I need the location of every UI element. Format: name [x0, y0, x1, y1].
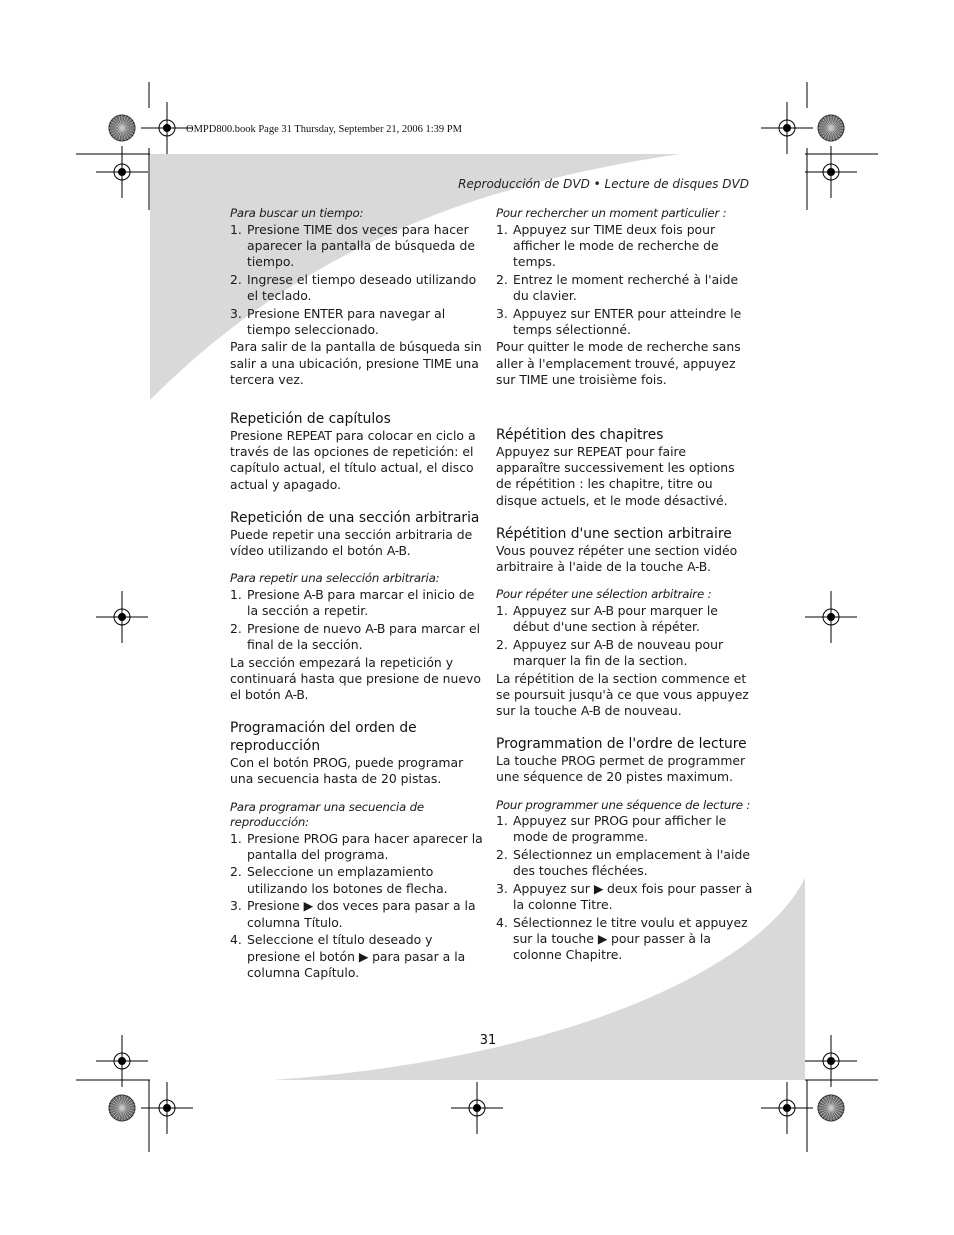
key-label: ▶	[597, 931, 608, 946]
section-heading: Repetición de capítulos	[230, 411, 391, 428]
list-item	[496, 222, 754, 271]
steps-list	[230, 587, 484, 653]
step-text: Presione	[247, 830, 304, 846]
key-label: TIME	[593, 221, 623, 237]
registration-dot	[119, 614, 126, 621]
step-text: para marcar el inicio de la sección a repetir.	[247, 586, 475, 618]
time-search-section-es	[230, 206, 484, 388]
step-text: dos veces para pasar a la columna Título.	[247, 898, 476, 930]
key-label: TIME	[519, 371, 548, 387]
key-label: PROG	[560, 753, 596, 769]
registration-dot	[828, 1058, 835, 1065]
step-number: 2.	[496, 271, 508, 287]
list-item	[496, 603, 754, 635]
step-text: Sélectionnez un emplacement à l'aide des touches fléchées.	[513, 846, 750, 879]
step-text: dos veces para hacer aparecer la pantalla de búsqueda de tiempo.	[247, 221, 475, 269]
chapter-repeat-section-es	[230, 410, 484, 493]
step-number: 3.	[496, 305, 508, 321]
subhead: Pour programmer une séquence de lecture :	[496, 797, 751, 812]
key-label: A-B	[593, 636, 614, 652]
step-text: Presione	[247, 586, 304, 602]
step-text: Appuyez sur	[513, 880, 594, 896]
paragraph: La touche PROG permet de programmer une séquence de 20 pistes maximum.	[496, 753, 746, 785]
step-number: 2.	[496, 636, 508, 652]
list-item	[496, 306, 754, 338]
key-label: TIME	[423, 355, 452, 371]
step-number: 1.	[496, 602, 508, 618]
list-item	[496, 813, 754, 845]
section-heading: Répétition d'une section arbitraire	[496, 525, 732, 542]
step-number: 2.	[230, 864, 242, 880]
chapter-repeat-section-fr	[496, 426, 754, 509]
step-text: Presione	[247, 305, 304, 321]
page-number: 31	[479, 1033, 497, 1048]
paragraph: Vous pouvez répéter une section vidéo arbitraire à l'aide de la touche A-B.	[496, 542, 738, 575]
section-heading: Programación del orden de reproducción	[230, 720, 417, 755]
step-text: deux fois pour passer à la colonne Titre.	[513, 880, 753, 913]
step-number: 2.	[496, 846, 508, 862]
key-label: A-B	[386, 543, 407, 559]
registration-dot	[828, 169, 835, 176]
french-column	[496, 206, 754, 965]
step-number: 2.	[230, 620, 242, 636]
list-item	[230, 621, 484, 653]
subhead: Pour répéter une sélection arbitraire :	[496, 587, 712, 602]
program-section-es	[230, 719, 484, 981]
steps-list	[496, 222, 754, 338]
key-label: A-B	[365, 620, 386, 636]
step-number: 1.	[496, 221, 508, 237]
step-number: 1.	[230, 586, 242, 602]
paragraph: Con el botón PROG, puede programar una secuencia hasta de 20 pistas.	[230, 755, 464, 787]
step-number: 3.	[230, 305, 242, 321]
note: Para salir de la pantalla de búsqueda sin salir a una ubicación, presione TIME una tercera vez.	[230, 339, 482, 387]
step-number: 3.	[496, 880, 508, 896]
step-text: Ingrese el tiempo deseado utilizando el teclado.	[247, 271, 477, 303]
step-text: para pasar a la columna Capítulo.	[247, 948, 466, 980]
step-text: Sélectionnez le titre voulu et appuyez sur la touche	[513, 914, 748, 946]
key-label: A-B	[687, 559, 707, 575]
key-label: TIME	[303, 221, 333, 237]
step-text: Appuyez sur	[513, 636, 594, 652]
list-item	[496, 272, 754, 304]
step-number: 4.	[230, 932, 242, 948]
list-item	[230, 864, 484, 896]
steps-list	[230, 222, 484, 338]
step-text: para navegar al tiempo seleccionado.	[247, 305, 446, 337]
key-label: ENTER	[593, 305, 634, 321]
key-label: A-B	[284, 686, 305, 702]
list-item	[230, 587, 484, 619]
list-item	[496, 847, 754, 879]
key-label: A-B	[303, 586, 324, 602]
key-label: ▶	[358, 948, 369, 964]
step-text: deux fois pour afficher le mode de recherche de temps.	[513, 221, 719, 269]
registration-dot	[474, 1105, 481, 1112]
list-item	[496, 915, 754, 964]
key-label: REPEAT	[286, 428, 332, 444]
section-repeat-section-fr	[496, 525, 754, 719]
step-text: Appuyez sur	[513, 221, 594, 237]
key-label: ▶	[593, 880, 604, 896]
registration-dot	[119, 169, 126, 176]
time-search-section-fr	[496, 206, 754, 388]
subhead: Pour rechercher un moment particulier :	[496, 206, 727, 220]
steps-list	[496, 603, 754, 669]
step-text: pour afficher le mode de programme.	[513, 813, 727, 845]
note: Pour quitter le mode de recherche sans aller à l'emplacement trouvé, appuyez sur TIME une troisième fois.	[496, 339, 741, 387]
list-item	[230, 831, 484, 863]
section-heading: Repetición de una sección arbitraria	[230, 509, 480, 526]
steps-list	[496, 813, 754, 963]
registration-dot	[784, 125, 791, 132]
step-text: Presione de nuevo	[247, 620, 366, 636]
list-item	[230, 898, 484, 930]
key-label: PROG	[593, 813, 629, 829]
program-section-fr	[496, 735, 754, 963]
step-number: 2.	[230, 271, 242, 287]
step-number: 1.	[230, 221, 242, 237]
list-item	[496, 881, 754, 913]
list-item	[230, 272, 484, 304]
paragraph: Appuyez sur REPEAT pour faire apparaître successivement les options de répétition : les chapitre, titre ou disque actuels, et le mode désactivé.	[496, 444, 735, 508]
list-item	[496, 637, 754, 669]
book-info-line: OMPD800.book Page 31 Thursday, September 21, 2006 1:39 PM	[186, 124, 462, 135]
step-text: pour marquer le début d'une section à répéter.	[513, 602, 718, 634]
step-text: Entrez le moment recherché à l'aide du clavier.	[513, 271, 739, 303]
key-label: ENTER	[303, 305, 344, 321]
section-heading: Répétition des chapitres	[496, 427, 664, 444]
step-text: Presione	[247, 898, 304, 914]
section-heading: Programmation de l'ordre de lecture	[496, 736, 747, 753]
subhead: Para repetir una selección arbitraria:	[230, 571, 440, 586]
step-text: pour atteindre le temps sélectionné.	[513, 305, 742, 337]
step-text: Presione	[247, 221, 304, 237]
paragraph: Presione REPEAT para colocar en ciclo a través de las opciones de repetición: el capítulo actual, el título actual, el disco actual y apagado.	[230, 428, 476, 492]
step-text: Appuyez sur	[513, 602, 594, 618]
key-label: A-B	[593, 602, 614, 618]
registration-dot	[164, 1105, 171, 1112]
running-head: Reproducción de DVD • Lecture de disques DVD	[458, 177, 749, 191]
list-item	[230, 306, 484, 338]
list-item	[230, 932, 484, 981]
step-text: Appuyez sur	[513, 305, 594, 321]
list-item	[230, 222, 484, 271]
key-label: PROG	[312, 755, 347, 771]
paragraph: Puede repetir una sección arbitraria de vídeo utilizando el botón A-B.	[230, 526, 473, 559]
key-label: ▶	[303, 898, 313, 914]
registration-dot	[784, 1105, 791, 1112]
step-text: Appuyez sur	[513, 813, 594, 829]
step-number: 4.	[496, 914, 508, 930]
registration-dot	[164, 125, 171, 132]
key-label: A-B	[580, 702, 601, 718]
step-number: 1.	[230, 830, 242, 846]
registration-dot	[119, 1058, 126, 1065]
step-text: Seleccione el título deseado y presione el botón	[247, 932, 433, 964]
key-label: PROG	[303, 830, 338, 846]
step-text: de nouveau pour marquer la fin de la section.	[513, 636, 724, 668]
section-repeat-section-es	[230, 509, 484, 703]
step-number: 1.	[496, 813, 508, 829]
step-text: pour passer à la colonne Chapitre.	[513, 931, 711, 963]
key-label: REPEAT	[576, 444, 622, 460]
spanish-column	[230, 206, 484, 982]
subhead: Para buscar un tiempo:	[230, 206, 364, 220]
note: La sección empezará la repetición y continuará hasta que presione de nuevo el botón A-B.	[230, 654, 481, 702]
registration-dot	[828, 614, 835, 621]
steps-list	[230, 831, 484, 981]
step-text: para hacer aparecer la pantalla del programa.	[247, 830, 483, 862]
step-text: para marcar el final de la sección.	[247, 620, 481, 652]
note: La répétition de la section commence et se poursuit jusqu'à ce que vous appuyez sur la touche A-B de nouveau.	[496, 670, 749, 718]
step-number: 3.	[230, 898, 242, 914]
subhead: Para programar una secuencia de reproducción:	[230, 799, 424, 830]
step-text: Seleccione un emplazamiento utilizando los botones de flecha.	[247, 864, 448, 896]
